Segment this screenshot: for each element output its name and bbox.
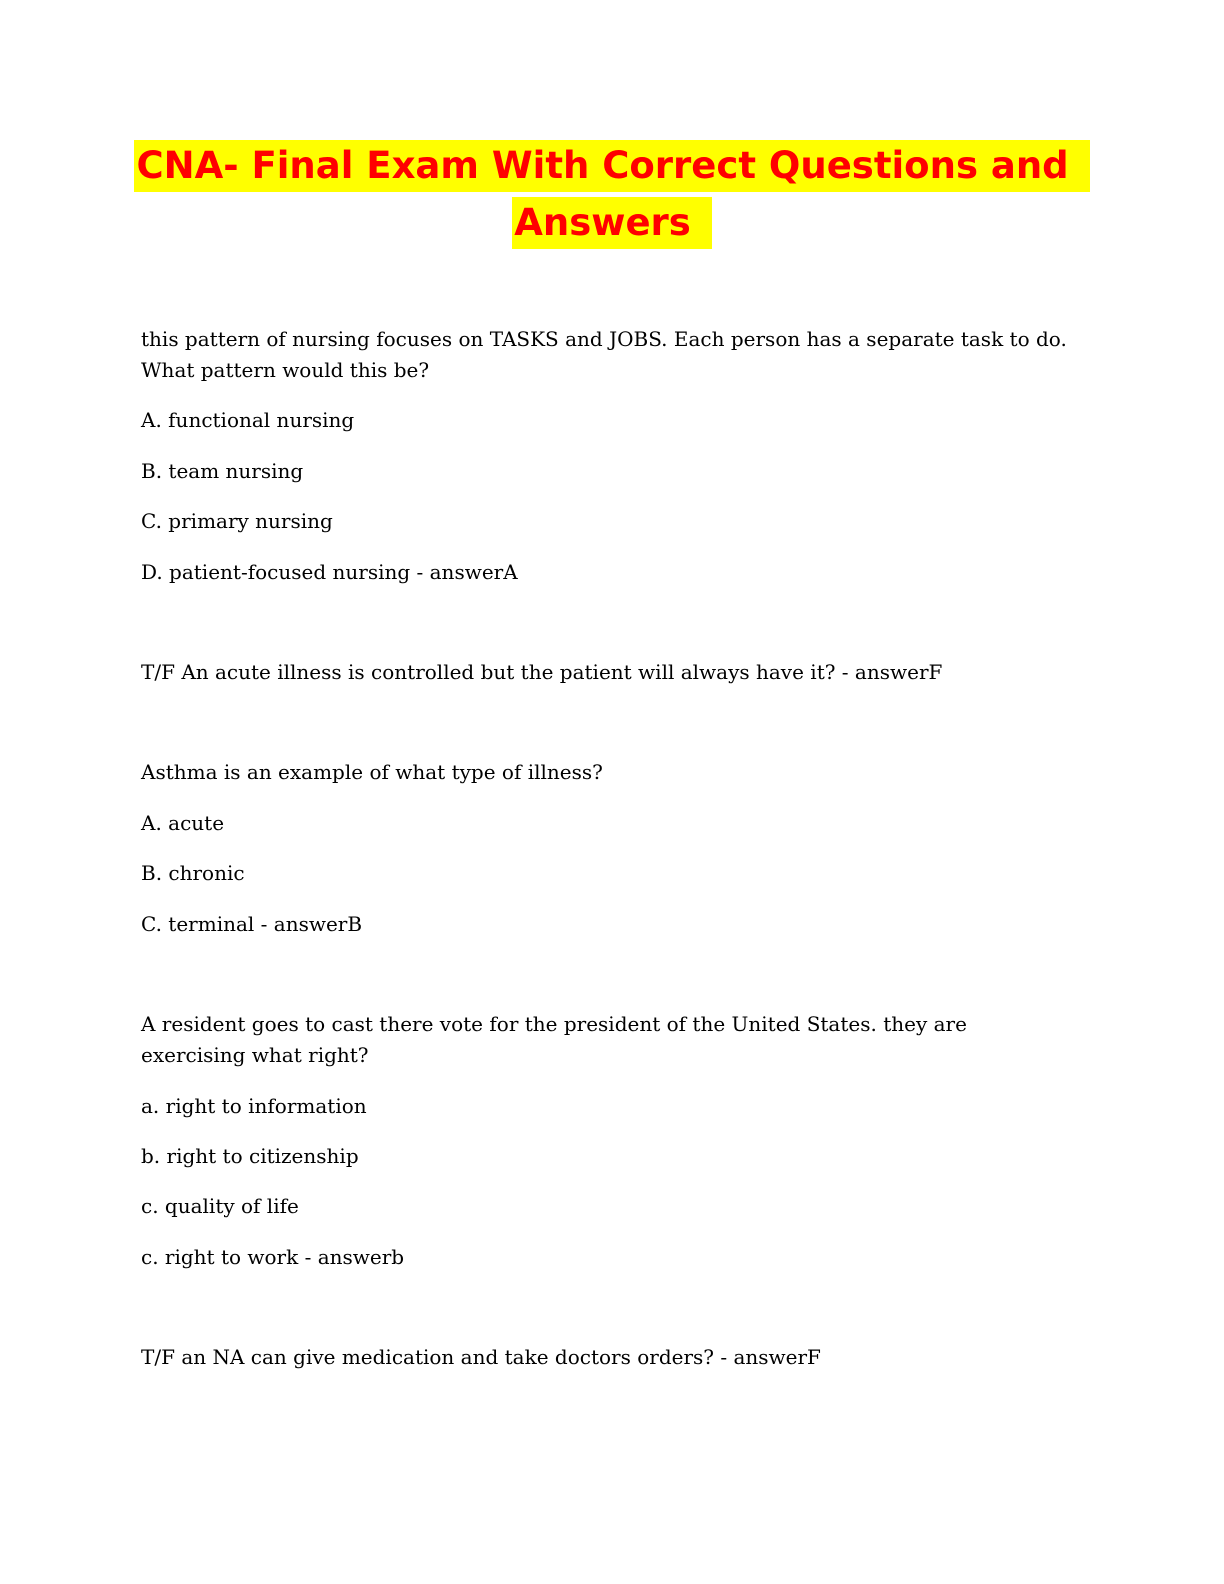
- answer-option: D. patient-focused nursing - answerA: [141, 560, 518, 584]
- answer-option: B. team nursing: [141, 459, 304, 483]
- answer-option: a. right to information: [141, 1094, 367, 1118]
- question-prompt: A resident goes to cast there vote for the president of the United States. they are exercising what right?: [141, 1012, 967, 1067]
- question-prompt: Asthma is an example of what type of illness?: [141, 760, 603, 784]
- answer-option: b. right to citizenship: [141, 1144, 359, 1168]
- answer-option: c. right to work - answerb: [141, 1245, 405, 1269]
- question-prompt: T/F an NA can give medication and take doctors orders? - answerF: [141, 1345, 821, 1369]
- question-prompt: this pattern of nursing focuses on TASKS and JOBS. Each person has a separate task to do. What pattern would this be?: [141, 327, 1067, 382]
- answer-option: C. terminal - answerB: [141, 912, 363, 936]
- answer-option: A. acute: [141, 811, 225, 835]
- answer-option: B. chronic: [141, 861, 245, 885]
- title-line-2: Answers: [512, 197, 711, 249]
- answer-option: c. quality of life: [141, 1194, 299, 1218]
- title-line-1: CNA- Final Exam With Correct Questions and: [134, 140, 1089, 192]
- document-body: [141, 0, 1071, 1584]
- question-prompt: T/F An acute illness is controlled but the patient will always have it? - answerF: [141, 660, 943, 684]
- answer-option: A. functional nursing: [141, 408, 355, 432]
- answer-option: C. primary nursing: [141, 509, 333, 533]
